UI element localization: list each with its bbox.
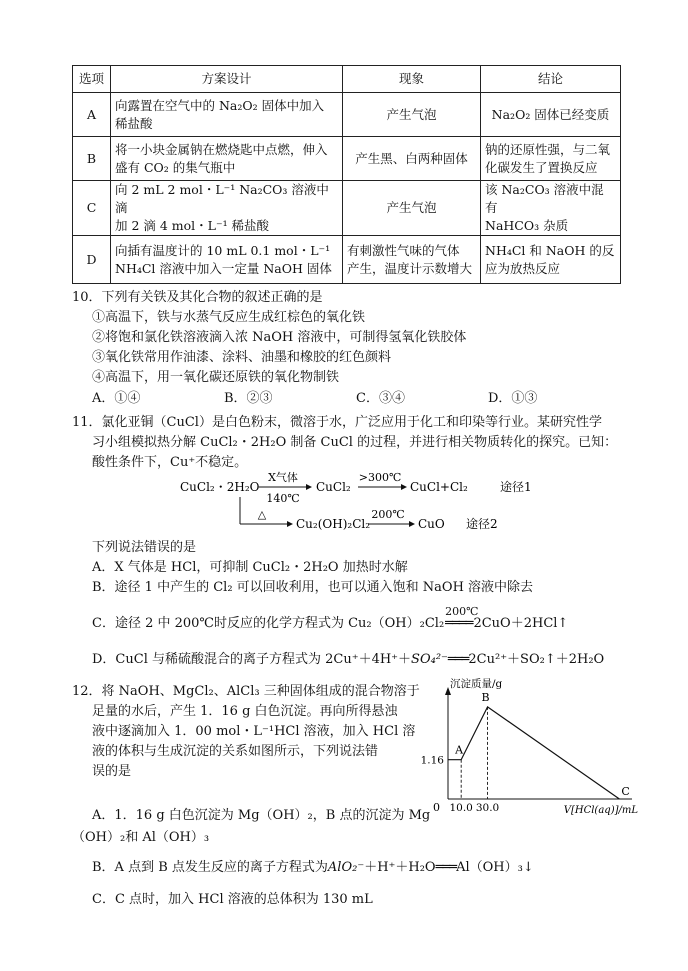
scheme-arrow1-top: X气体 <box>268 471 298 484</box>
col-header-phenomenon: 现象 <box>343 66 481 93</box>
q11-stem-line: 酸性条件下，Cu⁺不稳定。 <box>92 455 248 470</box>
row-phenomenon: 产生气泡 <box>343 93 481 137</box>
row-option: D <box>73 236 111 284</box>
col-header-design: 方案设计 <box>111 66 343 93</box>
q10-item: ④高温下，用一氧化碳还原铁的氧化物制铁 <box>92 370 340 385</box>
q12-stem-line: 液的体积与生成沉淀的关系如图所示，下列说法错 <box>92 744 379 759</box>
q11-option-c: C．途径 2 中 200℃时反应的化学方程式为 Cu₂（OH）₂Cl₂ 200℃ ════2CuO＋2HCl↑ <box>92 614 568 634</box>
data-line <box>448 707 619 799</box>
row-phenomenon: 产生黑、白两种固体 <box>343 137 481 181</box>
x-tick-label: 30.0 <box>475 802 500 814</box>
scheme-arrow2-top: >300℃ <box>358 471 402 484</box>
q10-option-a: A．①④ <box>92 391 141 406</box>
row-conclusion: NH₄Cl 和 NaOH 的反 应为放热反应 <box>481 236 621 284</box>
q12-option-c: C．C 点时，加入 HCl 溶液的总体积为 130 mL <box>92 892 373 907</box>
row-design: 向插有温度计的 10 mL 0.1 mol・L⁻¹ NH₄Cl 溶液中加入一定量 NaOH 固体 <box>111 236 343 284</box>
row-conclusion: Na₂O₂ 固体已经变质 <box>481 93 621 137</box>
scheme-arrowhead-2 <box>401 484 407 490</box>
point-label-c: C <box>621 785 630 798</box>
scheme-arrowhead-3 <box>287 521 293 527</box>
y-axis-label: 沉淀质量/g <box>450 678 503 690</box>
col-header-option: 选项 <box>73 66 111 93</box>
scheme-arrow3-top: 200℃ <box>371 508 405 521</box>
q12-option-b: B．A 点到 B 点发生反应的离子方程式为AlO₂⁻＋H⁺＋H₂O═══Al（OH）₃↓ <box>92 860 534 875</box>
scheme-route1: 途径1 <box>500 480 532 494</box>
reaction-condition: 200℃ ════ <box>445 605 479 631</box>
row-phenomenon: 有刺激性气味的气体 产生，温度计示数增大 <box>343 236 481 284</box>
point-label-b: B <box>481 690 490 704</box>
q11-stem-line: 习小组模拟热分解 CuCl₂・2H₂O 制备 CuCl 的过程，并进行相关物质转化的探究。已知： <box>92 435 618 450</box>
col-header-conclusion: 结论 <box>481 66 621 93</box>
q12-stem-line: 误的是 <box>92 764 132 779</box>
q11-option-b: B．途径 1 中产生的 Cl₂ 可以回收利用，也可以通入饱和 NaOH 溶液中除去 <box>92 580 534 595</box>
scheme-start: CuCl₂・2H₂O <box>180 480 260 494</box>
scheme-mid1: CuCl₂ <box>316 480 351 494</box>
q10-option-d: D．①③ <box>488 391 538 406</box>
q11-option-a: A．X 气体是 HCl，可抑制 CuCl₂・2H₂O 加热时水解 <box>92 560 408 575</box>
q10-item: ③氧化铁常用作油漆、涂料、油墨和橡胶的红色颜料 <box>92 350 392 365</box>
row-conclusion: 该 Na₂CO₃ 溶液中混有 NaHCO₃ 杂质 <box>481 181 621 236</box>
q10-option-c: C．③④ <box>356 391 405 406</box>
row-option: C <box>73 181 111 236</box>
row-design: 向露置在空气中的 Na₂O₂ 固体中加入 稀盐酸 <box>111 93 343 137</box>
origin-label: 0 <box>433 801 440 814</box>
scheme-arrowhead-4 <box>409 521 415 527</box>
scheme-delta: △ <box>257 508 267 521</box>
row-option: B <box>73 137 111 181</box>
x-axis-label: V[HCl(aq)]/mL <box>563 805 638 815</box>
q11-option-d: D．CuCl 与稀硫酸混合的离子方程式为 2Cu⁺＋4H⁺＋SO₄²⁻═══2Cu²⁺＋SO₂↑＋2H₂O <box>92 652 605 667</box>
scheme-route2: 途径2 <box>466 517 498 531</box>
scheme-end1: CuCl+Cl₂ <box>410 480 468 494</box>
point-label-a: A <box>455 743 464 757</box>
q12-stem-line: 12．将 NaOH、MgCl₂、AlCl₃ 三种固体组成的混合物溶于 <box>72 684 420 699</box>
q12-stem-line: 液中逐滴加入 1．00 mol・L⁻¹HCl 溶液，加入 HCl 溶 <box>92 724 416 739</box>
row-option: A <box>73 93 111 137</box>
q10-option-b: B．②③ <box>224 391 273 406</box>
q11-stem-line: 11．氯化亚铜（CuCl）是白色粉末，微溶于水，广泛应用于化工和印染等行业。某研究性学 <box>72 415 602 430</box>
scheme-arrow1-bottom: 140℃ <box>266 492 300 505</box>
precipitate-chart <box>400 675 640 815</box>
q10-item: ①高温下，铁与水蒸气反应生成红棕色的氧化铁 <box>92 310 366 325</box>
scheme-end2: CuO <box>418 517 445 531</box>
q10-stem: 10．下列有关铁及其化合物的叙述正确的是 <box>72 290 323 305</box>
x-tick-label: 10.0 <box>449 802 473 814</box>
y-tick-label: 1.16 <box>420 754 444 767</box>
scheme-mid2: Cu₂(OH)₂Cl₂ <box>296 517 371 531</box>
q12-stem-line: 足量的水后，产生 1．16 g 白色沉淀。再向所得悬浊 <box>92 704 398 719</box>
row-design: 向 2 mL 2 mol・L⁻¹ Na₂CO₃ 溶液中滴 加 2 滴 4 mol・L⁻¹ 稀盐酸 <box>111 181 343 236</box>
row-conclusion: 钠的还原性强，与二氧 化碳发生了置换反应 <box>481 137 621 181</box>
q11-prompt: 下列说法错误的是 <box>92 540 197 555</box>
q12-option-a-line: A．1．16 g 白色沉淀为 Mg（OH）₂，B 点的沉淀为 Mg <box>92 808 431 823</box>
scheme-arrowhead-1 <box>306 484 312 490</box>
q12-option-a-line: （OH）₂和 Al（OH）₃ <box>72 830 210 845</box>
row-design: 将一小块金属钠在燃烧匙中点燃，伸入 盛有 CO₂ 的集气瓶中 <box>111 137 343 181</box>
q10-item: ②将饱和氯化铁溶液滴入浓 NaOH 溶液中，可制得氢氧化铁胶体 <box>92 330 467 345</box>
row-phenomenon: 产生气泡 <box>343 181 481 236</box>
